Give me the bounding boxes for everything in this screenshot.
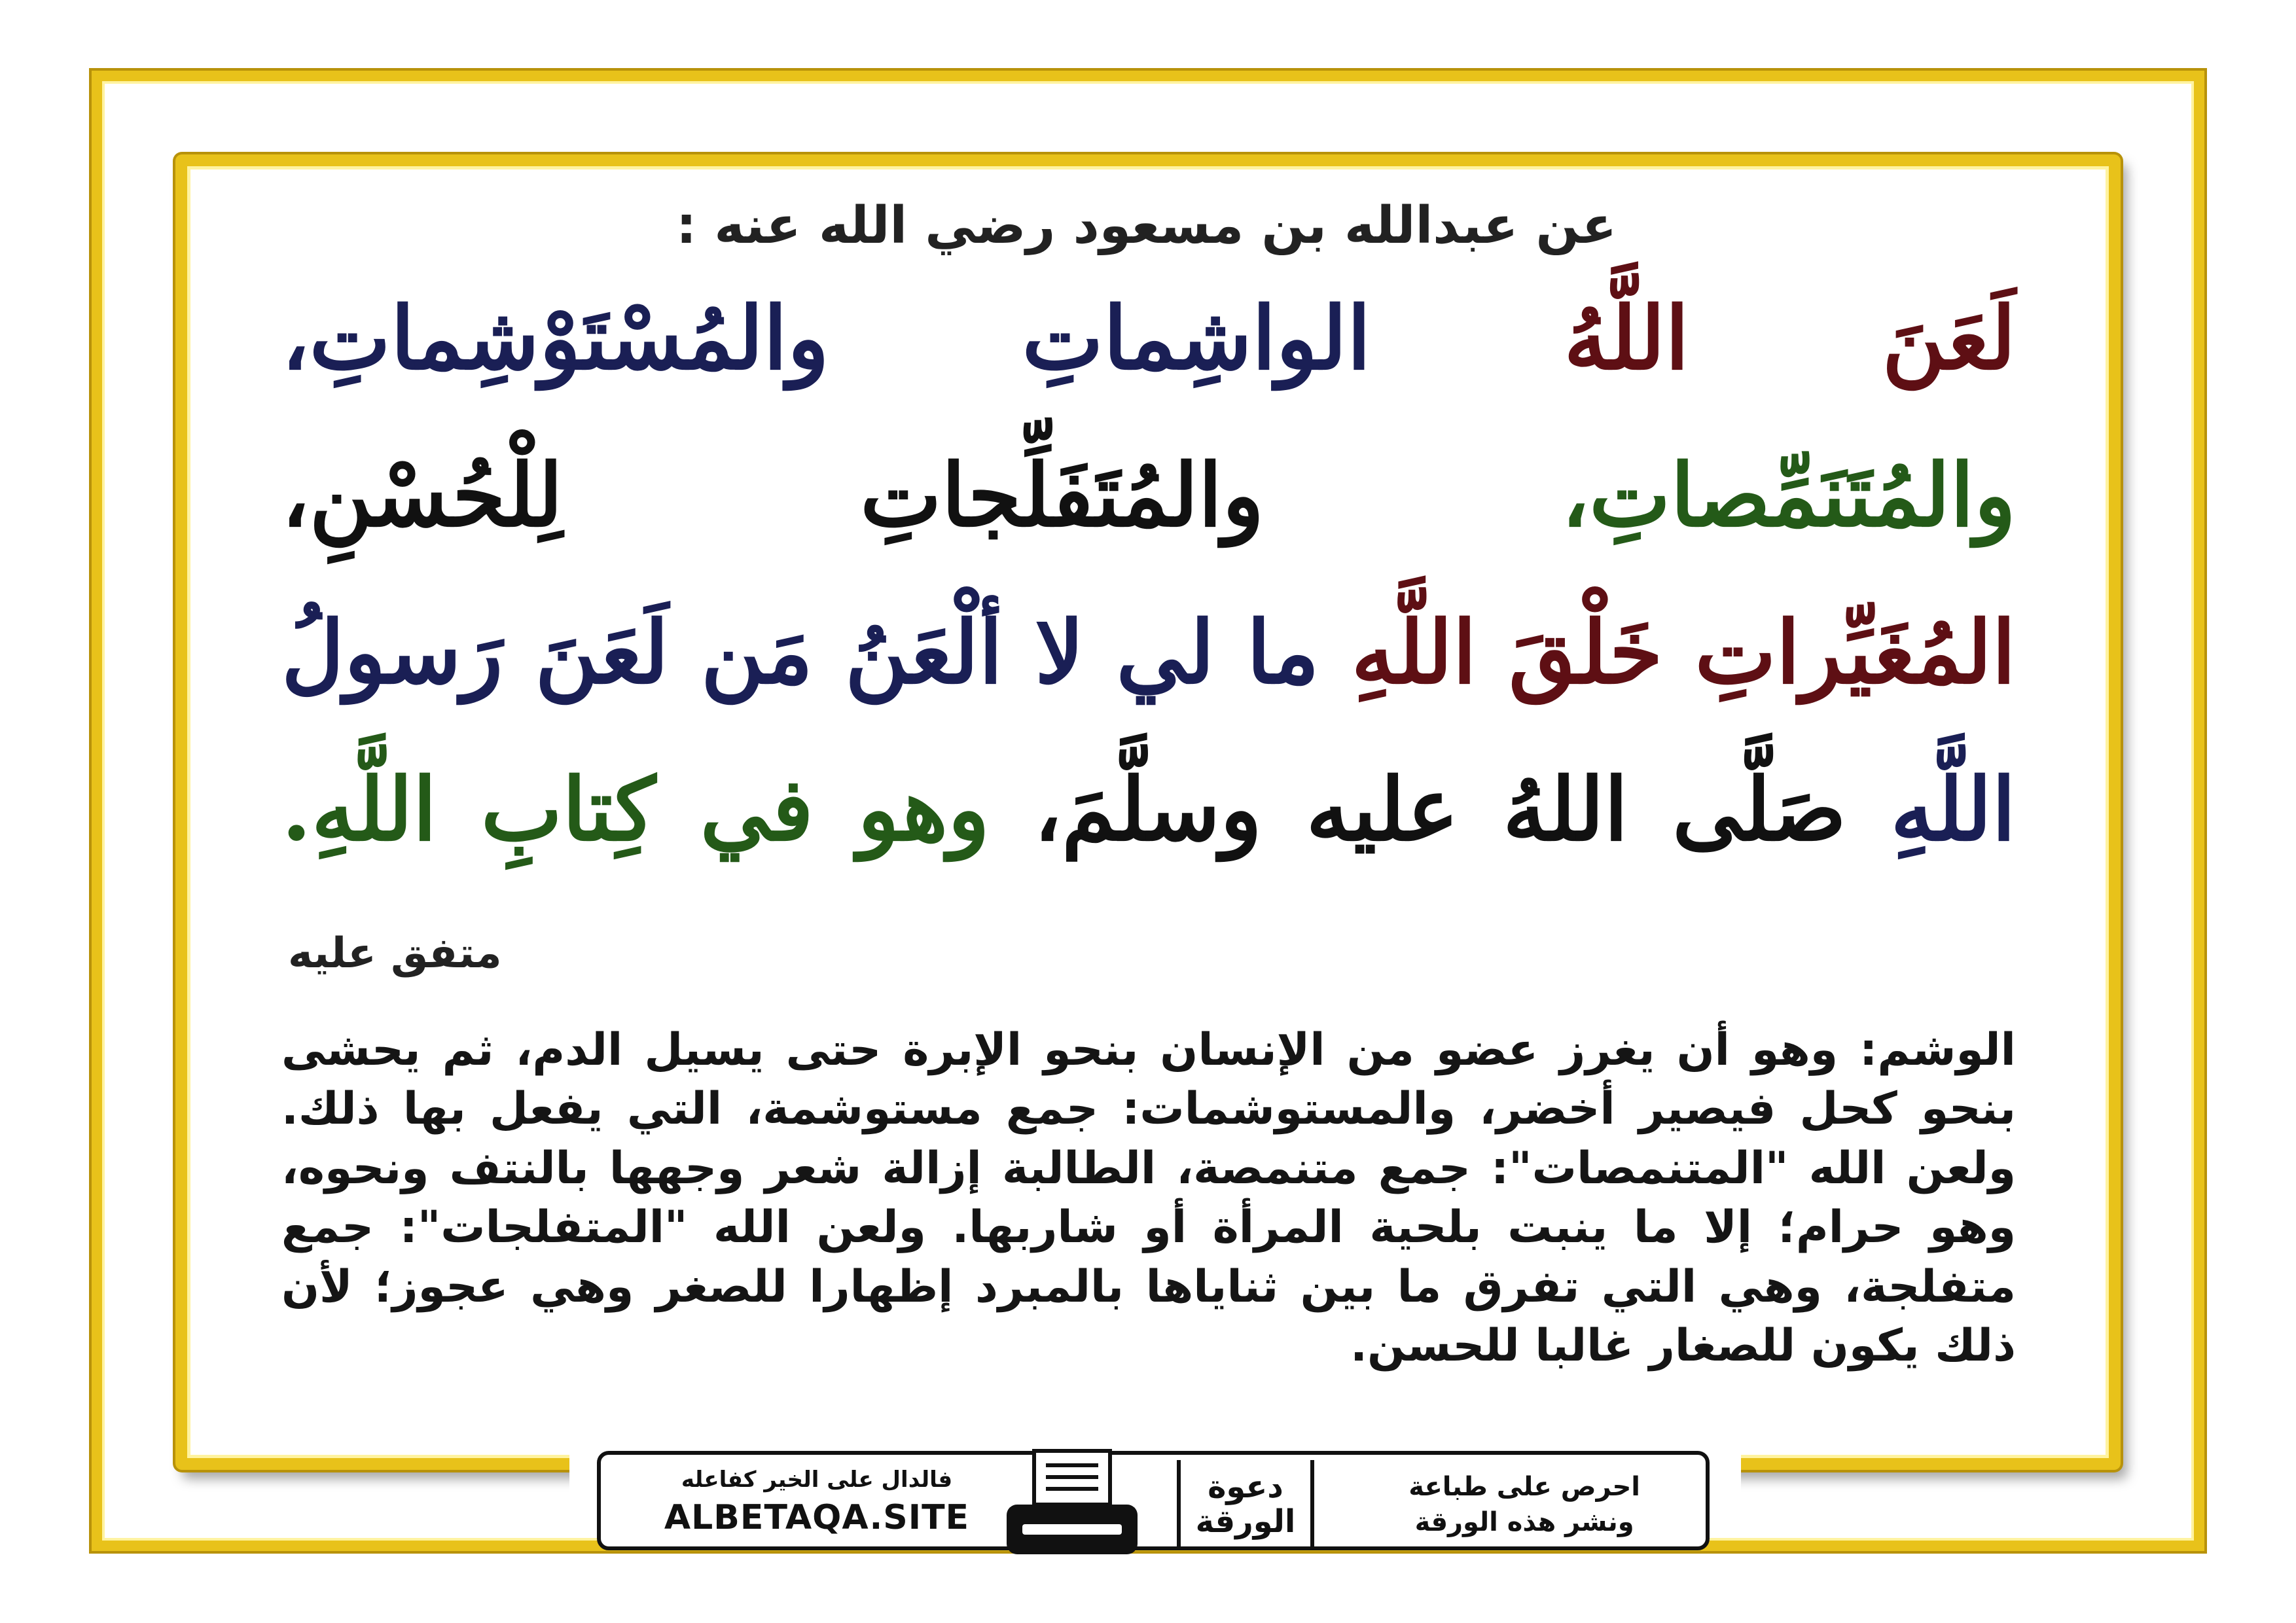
hadith-word: عليه [1306, 759, 1459, 861]
hadith-word: والمُسْتَوْشِماتِ، [281, 288, 829, 389]
footer-banner [597, 1451, 1710, 1550]
hadith-word: والمُتَفَلِّجاتِ [860, 445, 1265, 546]
hadith-word: لا [1035, 602, 1085, 704]
brand-logo [1177, 1460, 1314, 1549]
hadith-word: لَعَنَ [535, 602, 669, 704]
hadith-word: ألْعَنُ [845, 602, 1003, 704]
hadith-line-4 [281, 759, 2016, 861]
hadith-word: الواشِماتِ [1022, 288, 1371, 389]
hadith-word: لِلْحُسْنِ، [281, 445, 563, 546]
hadith-word: اللهُ [1503, 759, 1628, 861]
notice-line-1: احرص على طباعة [1408, 1472, 1640, 1502]
hadith-word: صَلَّى [1672, 759, 1846, 861]
hadith-word: اللَّهُ [1564, 288, 1689, 389]
brand-line-2: الورقة [1195, 1503, 1296, 1540]
hadith-word: رَسولُ [281, 602, 503, 704]
hadith-word: لي [1116, 602, 1215, 704]
hadith-word: اللَّهِ [1890, 759, 2016, 861]
hadith-word: اللَّهِ. [281, 759, 437, 861]
hadith-word: المُغَيِّراتِ [1695, 602, 2016, 704]
card-content [281, 177, 2016, 1433]
hadith-word: وهو [857, 759, 990, 861]
print-notice [1408, 1469, 1640, 1540]
hadith-word: لَعَنَ [1882, 288, 2016, 389]
hadith-word: وسلَّمَ، [1033, 759, 1262, 861]
hadith-word: كِتابِ [480, 759, 656, 861]
hadith-word: اللَّهِ [1351, 602, 1477, 704]
hadith-word: خَلْقَ [1509, 602, 1663, 704]
site-url[interactable]: ALBETAQA.SITE [664, 1498, 970, 1537]
explanation-text: الوشم: وهو أن يغرز عضو من الإنسان بنحو الإبرة حتى يسيل الدم، ثم يحشى بنحو كحل فيصير أخضر، والمستوشمات: جمع مستوشمة، التي يفعل بها ذلك. ولعن الله "المتنمصات": جمع متنمصة، الطالبة إزالة شعر وجهها بالنتف ونحوه، وهو حرام؛ إلا ما ينبت بلحية المرأة أو شاربها. ولعن الله "المتفلجات": جمع متفلجة، وهي التي تفرق ما بين ثناياها بالمبرد إظهارا للصغر وهي عجوز؛ لأن ذلك يكون للصغار غالبا للحسن. [281, 1024, 2016, 1372]
hadith-line-3 [281, 602, 2016, 704]
hadith-word: في [700, 759, 814, 861]
hadith-source: متفق عليه [288, 929, 502, 978]
narrator-intro: عن عبدالله بن مسعود رضي الله عنه : [676, 196, 1617, 255]
hadith-word: ما [1246, 602, 1319, 704]
hadith-line-1 [281, 288, 2016, 389]
printer-icon [1000, 1448, 1144, 1560]
notice-line-2: ونشر هذه الورقة [1414, 1507, 1634, 1537]
site-block [620, 1467, 1013, 1537]
brand-line-1: دعوة [1208, 1469, 1283, 1506]
footer-tagline: فالدال على الخير كفاعله [681, 1467, 953, 1493]
hadith-word: مَن [700, 602, 814, 704]
hadith-line-2 [281, 445, 2016, 546]
hadith-word: والمُتَنَمِّصاتِ، [1561, 445, 2016, 546]
